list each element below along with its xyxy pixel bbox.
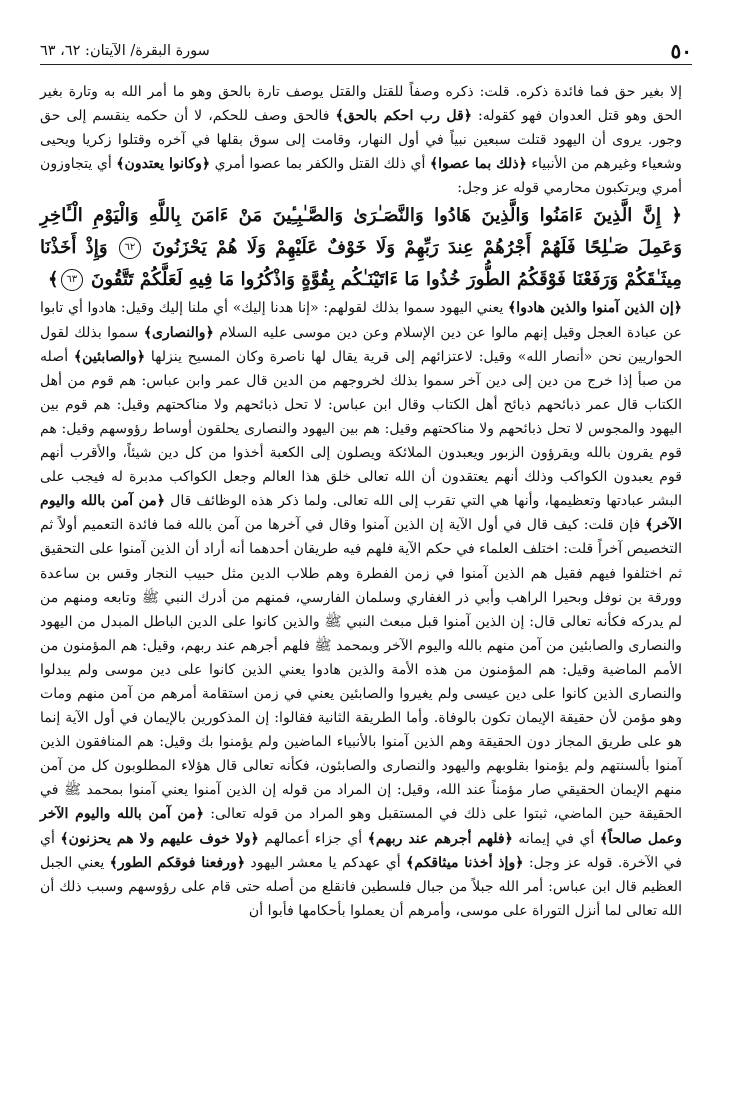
quran-quote: ﴿من آمن بالله واليوم الآخر﴾ <box>40 493 682 534</box>
quran-quote: ﴿والنصارى﴾ <box>143 324 214 341</box>
quran-quote: ﴿إن الذين آمنوا والذين هادوا﴾ <box>508 300 683 317</box>
text-segment: أي عهدكم يا معشر اليهود <box>245 854 406 871</box>
quran-quote: ﴿وإذ أخذنا ميثاقكم﴾ <box>405 854 524 871</box>
verse-number-marker: ٦٣ <box>61 269 83 291</box>
verse-close-bracket: ﴾ <box>48 269 59 291</box>
text-segment: أي في إيمانه <box>512 830 600 847</box>
text-segment: إلا بغير حق فما فائدة ذكره. قلت: ذكره وصفاً للقتل والقتل يوصف تارة بالحق وهو ما أمر الله به وتارة بغير الحق وهو قتل العدوان فهو كقوله: <box>40 84 682 125</box>
text-segment: سموا بذلك لقول الحواريين نحن «أنصار الله» وقيل: لاعتزائهم إلى قرية يقال لها ناصرة وكان المسيح ينزلها <box>40 324 682 365</box>
text-segment: أي في الآخرة. قوله عز وجل: <box>40 830 683 871</box>
quran-quote: ﴿وكانوا يعتدون﴾ <box>116 156 211 173</box>
text-segment: أصله من صبأ إذا خرج من دين إلى دين آخر سموا بذلك لخروجهم من الدين قال عمر وابن عباس: هم قوم من أهل الكتاب قال عمر ذبائحهم ذبائح أهل الكتاب وقال ابن عباس: لا تحل ذبائحهم ولا مناكحتهم وقيل: هم قوم بين اليهود والمجوس لا تحل ذبائحهم ولا مناكحتهم وقيل: هم بين اليهود والنصارى يحلقون أوساط رؤوسهم وقيل: هم قوم يقرون بالله ويقرؤون الزبور ويعبدون الملائكة ويصلون إلى الكعبة أخذوا من كل دين شيئاً، والأقرب أنهم قوم يعبدون الكواكب وذلك أنهم يعتقدون أن الله تعالى خلق هذا العالم وجعل الكواكب مدبرة له فيجب على البشر عبادتها وتعظيمها، وأنها هي التي تقرب إلى الله تعالى. ولما ذكر هذه الوظائف قال <box>40 348 682 510</box>
quran-quote: ﴿فلهم أجرهم عند ربهم﴾ <box>367 830 513 847</box>
page-number: ٥٠ <box>670 39 692 63</box>
text-segment: فإن قلت: كيف قال في أول الآية إن الذين آمنوا وقال في آخرها من آمن بالله فما فائدة التعميم أولاً ثم التخصيص آخراً قلت: اختلف العلماء في حكم الآية فلهم فيه طريقان أحدهما أنه أراد أن الذين آمنوا على التحقيق ثم اختلفوا فيهم فقيل هم الذين آمنوا في زمن الفطرة وهم طلاب الدين مثل حبيب النجار وقس بن ساعدة وورقة بن نوفل وبحيرا الراهب وأبي ذر الغفاري وسلمان الفارسي، فمنهم من أدرك النبي ﷺ وتابعه ومنهم من لم يدركه فكأنه تعالى قال: إن الذين آمنوا قبل مبعث النبي ﷺ والذين كانوا على الدين الباطل المبدل من اليهود والنصارى والصابئين من آمن منهم بالله واليوم الآخر وبمحمد ﷺ فلهم أجرهم عند ربهم، وقيل: هم المؤمنون من الأمم الماضية وقيل: هم المؤمنون من هذه الأمة والذين هادوا يعني الذين كانوا على دين موسى ولم يبدلوا والنصارى الذين كانوا على دين عيسى ولم يغيروا والصابئين يعني في زمن استقامة أمرهم من آمن منهم ومات وهو مؤمن لأن حقيقة الإيمان تكون بالوفاة. وأما الطريقة الثانية فقالوا: إن المذكورين بالإيمان في أول الآية إنما هو على طريق المجاز دون الحقيقة وهم الذين آمنوا بالأنبياء الماضين ولم يؤمنوا بك وقيل: هم المنافقون الذين آمنوا بألسنتهم ولم يؤمنوا بقلوبهم واليهود والنصارى والصابئون، فكأنه تعالى قال هؤلاء المطلوبون كل من آمن منهم الإيمان الحقيقي صار مؤمناً عند الله، وقيل: إن المراد من قوله إن الذين آمنوا يعني آمنوا بمحمد ﷺ في الحقيقة حين الماضي، ثبتوا على ذلك في المستقبل وهو المراد من قوله تعالى: <box>40 517 683 823</box>
quran-quote: ﴿ورفعنا فوقكم الطور﴾ <box>109 854 246 871</box>
quran-quote: ﴿قل رب احكم بالحق﴾ <box>335 108 472 125</box>
running-title: سورة البقرة/ الآيتان: ٦٢، ٦٣ <box>40 43 210 59</box>
text-segment: أي يتجاوزون أمري ويرتكبون محارمي قوله عز وجل: <box>40 156 682 197</box>
text-segment: فالحق وصف للحكم، لا أن حكمه ينقسم إلى حق وجور. يروى أن اليهود قتلت سبعين نبياً في أول النهار، وقامت إلى سوق بقلها في آخره وقتلوا زكريا ويحيى وشعياء وغيرهم من الأنبياء <box>40 108 682 173</box>
verse-text-63: وَإِذْ أَخَذْنَا مِيثَـٰقَكُمْ وَرَفَعْنَا فَوْقَكُمُ الطُّورَ خُذُوا مَا ءَاتَيْنَـٰكُم بِقُوَّةٍ وَاذْكُرُوا مَا فِيهِ لَعَلَّكُمْ تَتَّقُونَ <box>40 237 682 291</box>
quran-quote: ﴿والصابئين﴾ <box>73 348 146 365</box>
text-segment: أي ذلك القتل والكفر بما عصوا أمري <box>210 156 430 173</box>
text-segment: يعني الجبل العظيم قال ابن عباس: أمر الله جبلاً من جبال فلسطين فانقلع من أصله حتى قام على رؤوسهم وسبب ذلك أن الله تعالى لما أنزل التوراة على موسى، وأمرهم أن يعملوا بأحكامها فأبوا أن <box>40 854 682 919</box>
quran-verse-block <box>40 200 682 296</box>
quran-quote: ﴿ذلك بما عصوا﴾ <box>429 156 527 173</box>
page-header <box>40 38 692 65</box>
commentary-paragraph-2 <box>40 296 682 922</box>
verse-number-marker: ٦٢ <box>119 237 141 259</box>
text-segment: أي جزاء أعمالهم <box>258 830 368 847</box>
commentary-paragraph-1 <box>40 80 682 200</box>
text-segment: يعني اليهود سموا بذلك لقولهم: «إنا هدنا إليك» أي ملنا إليك وقيل: هادوا أي تابوا عن عبادة العجل وقيل إنهم مالوا عن دين الإسلام وعن دين موسى عليه السلام <box>40 300 683 341</box>
quran-quote: ﴿من آمن بالله واليوم الآخر وعمل صالحاً﴾ <box>40 806 682 847</box>
page-body <box>40 80 682 923</box>
verse-text-62: ﴿ إِنَّ الَّذِينَ ءَامَنُوا وَالَّذِينَ هَادُوا وَالنَّصَـٰرَىٰ وَالصَّـٰبِـِٔينَ مَنْ ءَامَنَ بِاللَّهِ وَالْيَوْمِ الْـَٔاخِرِ وَعَمِلَ صَـٰلِحًا فَلَهُمْ أَجْرُهُمْ عِندَ رَبِّهِمْ وَلَا خَوْفٌ عَلَيْهِمْ وَلَا هُمْ يَحْزَنُونَ <box>40 205 682 259</box>
quran-quote: ﴿ولا خوف عليهم ولا هم يحزنون﴾ <box>60 830 259 847</box>
